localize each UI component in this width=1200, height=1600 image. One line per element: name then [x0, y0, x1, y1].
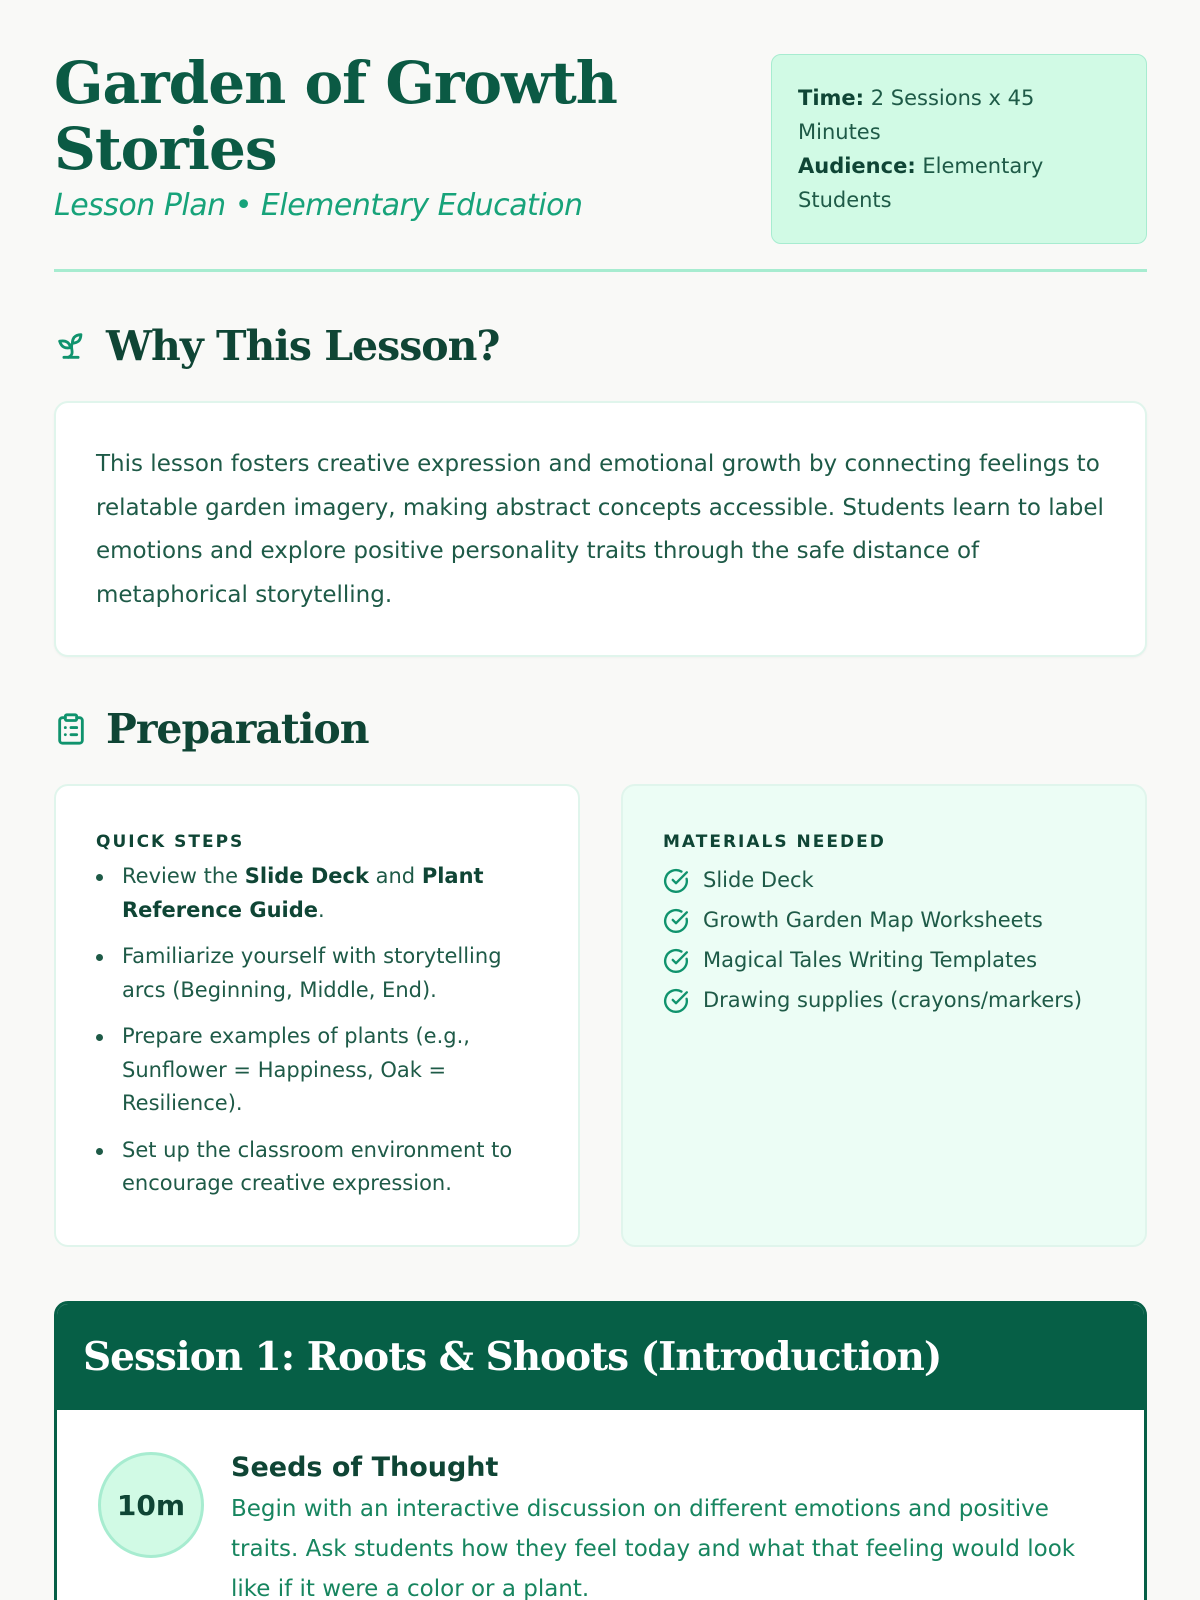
audience-meta — [798, 149, 1120, 217]
why-body: This lesson fosters creative expression and emotional growth by connecting feelings to relatable garden imagery, making abstract concepts accessible. Students learn to label emotions and explore positive personality traits through the safe distance of metaphorical storytelling. — [96, 451, 1104, 608]
preparation-section-heading — [54, 705, 369, 753]
step-text: Review the — [122, 864, 245, 888]
session-1-card — [54, 1301, 1147, 1600]
quick-steps-label: QUICK STEPS — [96, 832, 245, 852]
lesson-plan-page — [54, 0, 1147, 1600]
list-item: Familiarize yourself with storytelling arcs (Beginning, Middle, End). — [96, 940, 538, 1007]
audience-label: Audience: — [798, 154, 916, 178]
list-item — [663, 900, 1105, 940]
material-text: Drawing supplies (crayons/markers) — [703, 988, 1083, 1012]
material-text: Magical Tales Writing Templates — [703, 948, 1038, 972]
materials-list — [663, 860, 1105, 1020]
step-emphasis: Plant Reference Guide — [122, 864, 484, 922]
time-meta — [798, 81, 1120, 149]
materials-label: MATERIALS NEEDED — [663, 832, 886, 852]
page-subtitle: Lesson Plan • Elementary Education — [54, 188, 583, 223]
why-card — [54, 401, 1147, 657]
list-item — [663, 940, 1105, 980]
step-text: and — [368, 864, 422, 888]
materials-card — [621, 784, 1147, 1247]
page-header — [54, 0, 1147, 272]
list-item: Set up the classroom environment to encourage creative expression. — [96, 1134, 538, 1201]
material-text: Slide Deck — [703, 868, 814, 892]
circle-check-icon — [663, 987, 689, 1013]
quick-steps-list — [96, 860, 538, 1201]
duration-badge: 10m — [98, 1452, 204, 1558]
activity-body — [231, 1452, 1091, 1600]
list-item — [663, 980, 1105, 1020]
quick-steps-card — [54, 784, 580, 1247]
activity-title: Seeds of Thought — [231, 1452, 499, 1483]
step-emphasis: Slide Deck — [244, 864, 369, 888]
circle-check-icon — [663, 867, 689, 893]
step-text: . — [318, 897, 325, 922]
why-heading: Why This Lesson? — [106, 322, 500, 370]
session-1-header — [57, 1304, 1144, 1410]
clipboard-list-icon — [54, 710, 88, 748]
list-item — [663, 860, 1105, 900]
page-title: Garden of Growth Stories — [54, 49, 617, 183]
time-label: Time: — [798, 86, 865, 110]
activity-description: Begin with an interactive discussion on different emotions and positive traits. Ask students how they feel today and what that feeling would look like if it were a color or a plant. — [231, 1496, 1076, 1600]
audience-value: Elementary Students — [798, 154, 1044, 212]
session-1-title: Session 1: Roots & Shoots (Introduction) — [83, 1334, 942, 1380]
list-item — [96, 860, 538, 927]
sprout-icon — [54, 327, 88, 365]
preparation-heading: Preparation — [106, 705, 369, 753]
activity-seeds-of-thought — [57, 1410, 1144, 1600]
why-section-heading — [54, 322, 499, 370]
material-text: Growth Garden Map Worksheets — [703, 908, 1043, 932]
time-value: 2 Sessions x 45 Minutes — [798, 86, 1035, 144]
circle-check-icon — [663, 907, 689, 933]
lesson-meta-box — [771, 54, 1147, 244]
list-item: Prepare examples of plants (e.g., Sunflower = Happiness, Oak = Resilience). — [96, 1020, 538, 1121]
circle-check-icon — [663, 947, 689, 973]
